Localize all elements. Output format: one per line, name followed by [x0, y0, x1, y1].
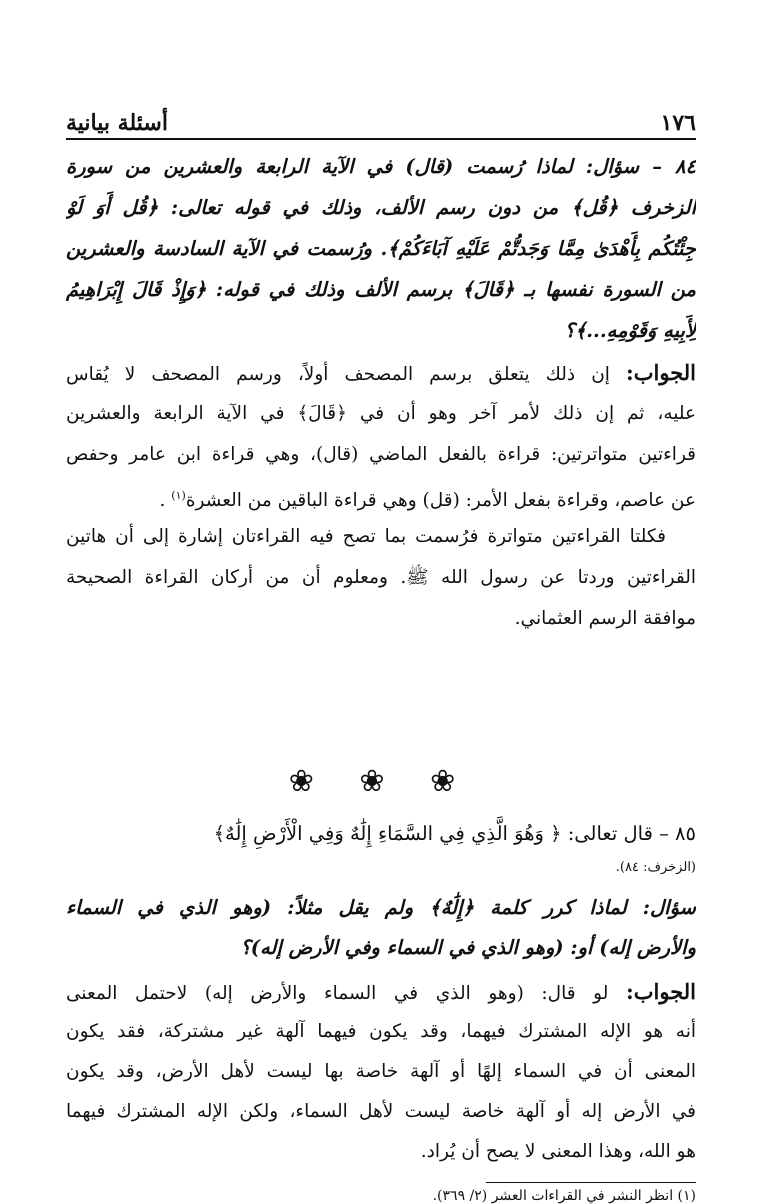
answer-84-line: فكلتا القراءتين متواترة فرُسمت بما تصح فيه القراءتان إشارة إلى أن هاتين	[66, 526, 666, 547]
answer-84-line: الجواب: إن ذلك يتعلق برسم المصحف أولاً، ورسم المصحف لا يُقاس	[66, 360, 696, 385]
page-number: ١٧٦	[660, 110, 696, 136]
verse-85-reference: (الزخرف: ٨٤).	[615, 860, 696, 875]
answer-84-line: قراءتين متواترتين: قراءة بالفعل الماضي (قال)، وهي قراءة ابن عامر وحفص	[66, 444, 696, 465]
question-84-line: من السورة نفسها بـ ﴿قَالَ﴾ برسم الألف وذلك في قوله: ﴿وَإِذْ قَالَ إِبْرَاهِيمُ	[66, 278, 696, 301]
footnote-marker: (١)	[171, 489, 186, 502]
answer-84	[66, 352, 696, 639]
question-85-line: سؤال: لماذا كرر كلمة ﴿إِلَٰهٌ﴾ ولم يقل مثلاً: (وهو الذي في السماء	[66, 896, 696, 919]
answer-label: الجواب:	[626, 360, 696, 385]
question-85	[66, 888, 696, 968]
question-84-line: لِأَبِيهِ وَقَوْمِهِ...﴾؟	[564, 319, 696, 342]
answer-85-line: في الأرض إله أو آلهة خاصة ليست لأهل السماء، ولكن الإله المشترك فيهما	[66, 1101, 696, 1122]
answer-label: الجواب:	[626, 979, 696, 1004]
footnote: (١) انظر النشر في القراءات العشر (٢/ ٣٦٩).	[432, 1188, 696, 1204]
question-84-line: جِئْتُكُم بِأَهْدَىٰ مِمَّا وَجَدتُّمْ عَلَيْهِ آبَاءَكُمْ﴾. ورُسمت في الآية السادسة والعشرين	[66, 237, 696, 260]
answer-85-line: أنه هو الإله المشترك فيهما، وقد يكون فيهما آلهة غير مشتركة، فقد يكون	[66, 1021, 696, 1042]
question-85-line: والأرض إله) أو: (وهو الذي في السماء وفي الأرض إله)؟	[240, 936, 696, 959]
answer-85-line: المعنى أن في السماء إلهًا أو آلهة خاصة بها ليست لأهل الأرض، وقد يكون	[66, 1061, 696, 1082]
answer-84-line: عليه، ثم إن ذلك لأمر آخر وهو أن في ﴿قَالَ﴾ في الآية الرابعة والعشرين	[66, 403, 696, 424]
page-header	[66, 104, 696, 140]
question-84	[66, 146, 696, 351]
answer-85-line: هو الله، وهذا المعنى لا يصح أن يُراد.	[420, 1141, 696, 1162]
answer-85	[66, 972, 696, 1172]
verse-85-line: ٨٥ – قال تعالى: ﴿ وَهُوَ الَّذِي فِي السَّمَاءِ إِلَٰهٌ وَفِي الْأَرْضِ إِلَٰهٌ﴾	[213, 822, 696, 845]
footnote-rule	[486, 1182, 696, 1183]
question-84-line: الزخرف ﴿قُل﴾ من دون رسم الألف، وذلك في قوله تعالى: ﴿قُل أَوَ لَوْ	[66, 196, 696, 219]
answer-84-line: موافقة الرسم العثماني.	[514, 608, 696, 629]
question-84-line: ٨٤ – سؤال: لماذا رُسمت (قال) في الآية الرابعة والعشرين من سورة	[66, 155, 696, 178]
answer-84-line: عن عاصم، وقراءة بفعل الأمر: (قل) وهي قراءة الباقين من العشرة$^{(١)}$ .	[159, 489, 696, 512]
section-ornament: ❀ ❀ ❀	[288, 764, 474, 799]
verse-85	[66, 812, 696, 880]
answer-84-line: القراءتين وردتا عن رسول الله ﷺ. ومعلوم أن من أركان القراءة الصحيحة	[66, 567, 696, 588]
running-title: أسئلة بيانية	[66, 110, 168, 136]
answer-85-line: الجواب: لو قال: (وهو الذي في السماء والأرض إله) لاحتمل المعنى	[66, 979, 696, 1004]
